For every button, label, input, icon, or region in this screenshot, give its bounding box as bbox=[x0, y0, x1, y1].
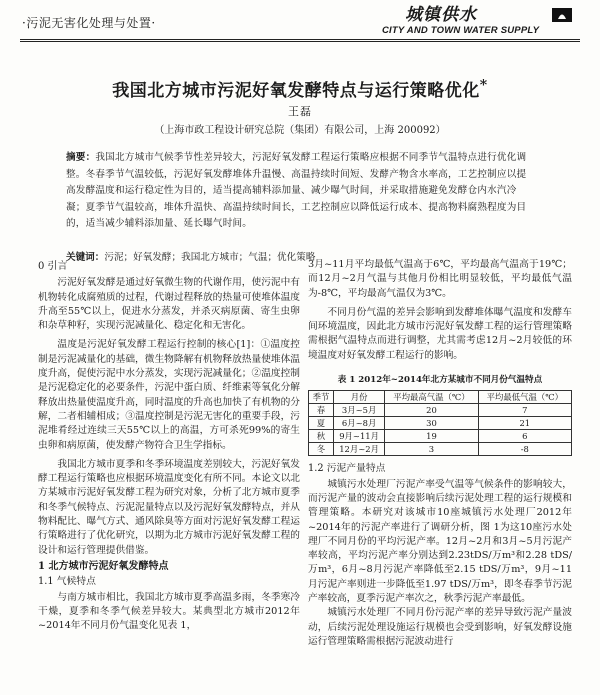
journal-logo-chinese: 城镇供水 bbox=[405, 5, 477, 25]
section-1-heading: 1 北方城市污泥好氧发酵特点 bbox=[38, 560, 169, 572]
table-header-cell: 平均最低气温（℃） bbox=[478, 391, 571, 404]
table-row bbox=[309, 443, 572, 456]
table-cell: 6月~8月 bbox=[333, 417, 384, 430]
table-header-row bbox=[309, 391, 572, 404]
continued-paragraph: 3月~11月平均最低气温高于6℃，平均最高气温高于19℃；而12月~2月气温与其他月份相比明显较低，平均最低气温为-8℃，平均最高气温仅为3℃。 bbox=[308, 259, 572, 299]
title-footnote-mark: * bbox=[479, 77, 488, 94]
left-column bbox=[38, 258, 300, 633]
journal-logo-english: CITY AND TOWN WATER SUPPLY bbox=[382, 25, 540, 36]
intro-paragraph-3: 我国北方城市夏季和冬季环境温度差别较大，污泥好氧发酵工程运行策略也应根据环境温度变化有所不同。本论文以北方某城市污泥好氧发酵工程为研究对象，分析了北方城市夏季和冬季气候特点、污泥泥量特点以及污泥好氧发酵特点，并从物料配比、曝气方式、通风除臭等方面对污泥好氧发酵工程运行策略进行了优化研究，以期为北方城市污泥好氧发酵工程的设计和运行管理提供借鉴。 bbox=[38, 458, 300, 556]
table-cell: 20 bbox=[385, 404, 478, 417]
header-rule bbox=[20, 39, 580, 40]
table-header-cell: 月份 bbox=[333, 391, 384, 404]
sludge-output-paragraph-1: 城镇污水处理厂污泥产率受气温等气候条件的影响较大，而污泥产量的波动会直接影响后续污泥处理工程的运行规模和管理策略。本研究对该城市10座城镇污水处理厂2012年~2014年的污泥产率进行了调研分析，图 1为这10座污水处理厂不同月份的平均污泥产率。12月~2月和3月~5月污泥产率较高，平均污泥产率分别达到2.23tDS/万m³和2.28 tDS/万m³，6月~8月污泥产率降低至2.15 tDS/万m³，9月~11月污泥产率则进一步降低至1.97 tDS/万m³，即冬春季节污泥产率较高，夏季污泥产率次之，秋季污泥产率最低。 bbox=[308, 478, 572, 605]
section-1-1-heading: 1.1 气候特点 bbox=[38, 576, 96, 588]
climate-paragraph: 不同月份气温的差异会影响到发酵堆体曝气温度和发酵车间环境温度，因此北方城市污泥好氧发酵工程的运行管理策略需根据气温特点而进行调整，尤其需考虑12月~2月较低的环境温度对好氧发酵工程运行的影响。 bbox=[308, 306, 572, 361]
abstract-text: 我国北方城市气候季节性差异较大，污泥好氧发酵工程运行策略应根据不同季节气温特点进行优化调整。冬春季节气温较低，污泥好氧发酵堆体升温慢、高温持续时间短、发酵产物含水率高，工艺控制应以提高发酵温度和运行稳定性为目的，适当提高辅料添加量、减少曝气时间，并采取措施避免发酵仓内水汽冷凝；夏季节气温较高，堆体升温快、高温持续时间长，工艺控制应以降低运行成本、提高物料腐熟程度为目的，适当减少辅料添加量、延长曝气时间。 bbox=[66, 152, 527, 229]
intro-paragraph-2: 温度是污泥好氧发酵工程运行控制的核心[1]：①温度控制是污泥减量化的基础，微生物降解有机物释放热量使堆体温度升高，促使污泥中水分蒸发，实现污泥减量化；②温度控制是污泥稳定化的必要条件，污泥中蛋白质、纤维素等氧化分解释放出热量使温度升高，同时温度的升高也加快了有机物的分解，二者相辅相成；③温度控制是污泥无害化的重要手段，污泥堆肴经过连续三天55℃以上的高温，方可杀死99%的寄生虫卵和病原菌，使发酵产物符合卫生学指标。 bbox=[38, 339, 300, 451]
table-row bbox=[309, 430, 572, 443]
table-1-caption: 表 1 2012年~2014年北方某城市不同月份气温特点 bbox=[337, 375, 543, 386]
keywords-label: 关键词： bbox=[66, 252, 105, 263]
table-cell: 9月~11月 bbox=[333, 430, 384, 443]
table-cell: 夏 bbox=[309, 417, 334, 430]
header-rule-thin bbox=[20, 41, 580, 42]
sludge-output-paragraph-2: 城镇污水处理厂不同月份污泥产率的差异导致污泥产量波动，后续污泥处理设施运行规模也会受到影响，好氧发酵设施运行管理策略需根据污泥波动进行 bbox=[308, 607, 572, 647]
table-cell: 春 bbox=[309, 404, 334, 417]
table-row bbox=[309, 404, 572, 417]
table-row bbox=[309, 417, 572, 430]
journal-section-label: ·污泥无害化处理与处置· bbox=[22, 16, 156, 30]
table-cell: 7 bbox=[478, 404, 571, 417]
article-author: 王磊 bbox=[288, 105, 312, 118]
table-cell: 3月~5月 bbox=[333, 404, 384, 417]
table-header-cell: 季节 bbox=[309, 391, 334, 404]
table-cell: 冬 bbox=[309, 443, 334, 456]
table-header-cell: 平均最高气温（℃） bbox=[385, 391, 478, 404]
intro-heading: 0 引言 bbox=[38, 261, 68, 272]
water-drop-logo-icon bbox=[552, 8, 572, 22]
keywords-text: 污泥；好氧发酵；我国北方城市；气温；优化策略 bbox=[104, 252, 316, 263]
section-1-1-paragraph: 与南方城市相比，我国北方城市夏季高温多雨，冬季寒冷干燥，夏季和冬季气候差异较大。某典型北方城市2012年~2014年不同月份气温变化见表 1， bbox=[38, 591, 300, 632]
table-1 bbox=[308, 390, 572, 456]
table-cell: 12月~2月 bbox=[333, 443, 384, 456]
table-cell: 21 bbox=[478, 417, 571, 430]
section-1-2-heading: 1.2 污泥产量特点 bbox=[308, 463, 386, 475]
table-cell: 19 bbox=[385, 430, 478, 443]
table-cell: 3 bbox=[385, 443, 478, 456]
table-cell: -8 bbox=[478, 443, 571, 456]
article-title-text: 我国北方城市污泥好氧发酵特点与运行策略优化 bbox=[112, 81, 480, 101]
article-affiliation: （上海市政工程设计研究总院（集团）有限公司，上海 200092） bbox=[154, 125, 446, 136]
right-column bbox=[308, 258, 572, 649]
article-title bbox=[0, 76, 600, 101]
abstract-label: 摘要： bbox=[66, 152, 96, 163]
table-cell: 6 bbox=[478, 430, 571, 443]
intro-paragraph-1: 污泥好氧发酵是通过好氧微生物的代谢作用，使污泥中有机物转化成腐殖质的过程，代谢过程释放的热量可使堆体温度升高至55℃以上，促进水分蒸发，并杀灭病原菌、寄生虫卵和杂草种籽，实现污泥减量化、稳定化和无害化。 bbox=[38, 277, 300, 332]
table-cell: 30 bbox=[385, 417, 478, 430]
table-cell: 秋 bbox=[309, 430, 334, 443]
abstract bbox=[66, 150, 536, 233]
